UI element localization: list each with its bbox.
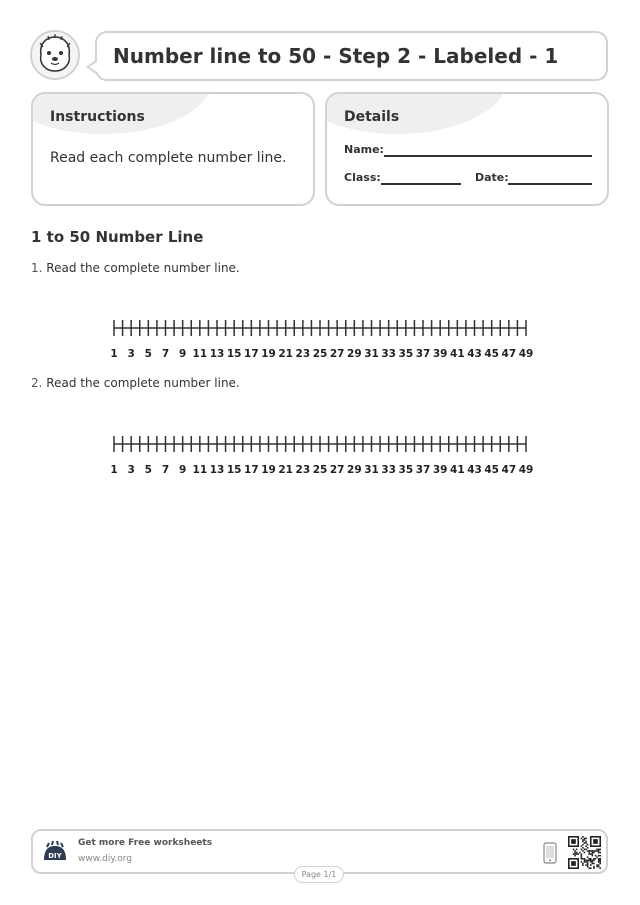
diy-logo-icon[interactable] <box>42 840 68 866</box>
question-2 <box>31 376 240 390</box>
class-label: Class: <box>344 171 381 184</box>
tick-label: 37 <box>415 464 431 476</box>
tick-label: 15 <box>226 348 242 360</box>
details-card <box>325 92 609 206</box>
tick-label: 35 <box>398 464 414 476</box>
tick-label: 3 <box>127 464 135 476</box>
diy-logo-text: DIY <box>48 852 62 860</box>
tick-label: 11 <box>192 348 208 360</box>
tick-label: 1 <box>110 348 118 360</box>
number-line-1 <box>0 312 640 372</box>
details-heading: Details <box>344 109 400 125</box>
tick-label: 5 <box>144 464 152 476</box>
mascot-avatar <box>29 29 81 81</box>
date-label: Date: <box>475 171 509 184</box>
tick-label: 29 <box>347 348 362 360</box>
phone-icon <box>542 841 558 865</box>
section-heading: 1 to 50 Number Line <box>31 228 204 246</box>
tick-label: 43 <box>467 464 482 476</box>
tick-label: 41 <box>450 348 465 360</box>
title-box <box>95 31 608 81</box>
tick-label: 17 <box>244 348 259 360</box>
tick-label: 9 <box>179 464 187 476</box>
tick-label: 19 <box>261 464 276 476</box>
tick-label: 43 <box>467 348 482 360</box>
tick-label: 9 <box>179 348 187 360</box>
question-1 <box>31 261 240 275</box>
instructions-heading: Instructions <box>50 109 145 125</box>
tick-label: 49 <box>518 464 534 476</box>
tick-label: 31 <box>364 348 379 360</box>
tick-label: 33 <box>381 464 396 476</box>
tick-label: 13 <box>209 464 225 476</box>
qr-code-icon[interactable] <box>568 836 601 869</box>
question-number: 2. <box>31 376 43 390</box>
tick-label: 7 <box>161 348 170 360</box>
tick-label: 13 <box>209 348 225 360</box>
tick-label: 5 <box>144 348 152 360</box>
tick-label: 41 <box>450 464 465 476</box>
tick-label: 17 <box>244 464 259 476</box>
tick-label: 33 <box>381 348 396 360</box>
class-field[interactable] <box>381 183 461 185</box>
tick-label: 27 <box>329 348 345 360</box>
tick-label: 27 <box>329 464 345 476</box>
tick-label: 23 <box>295 464 311 476</box>
tick-label: 31 <box>364 464 379 476</box>
question-number: 1. <box>31 261 43 275</box>
tick-label: 39 <box>432 464 448 476</box>
tick-label: 11 <box>192 464 208 476</box>
tick-label: 37 <box>415 348 431 360</box>
tick-label: 19 <box>261 348 276 360</box>
tick-label: 7 <box>161 464 170 476</box>
tick-label: 1 <box>110 464 118 476</box>
tick-label: 21 <box>278 348 293 360</box>
footer-title: Get more Free worksheets <box>78 838 213 848</box>
name-field[interactable] <box>384 155 592 157</box>
page-indicator: Page 1/1 <box>294 866 344 883</box>
page-title: Number line to 50 - Step 2 - Labeled - 1 <box>113 44 559 68</box>
instructions-card <box>31 92 315 206</box>
tick-label: 39 <box>432 348 448 360</box>
number-line-2 <box>0 428 640 488</box>
tick-label: 15 <box>226 464 242 476</box>
footer-url[interactable]: www.diy.org <box>78 854 132 864</box>
question-text: Read the complete number line. <box>46 261 240 275</box>
instructions-text: Read each complete number line. <box>50 150 287 166</box>
tick-label: 45 <box>484 464 499 476</box>
tick-label: 47 <box>501 464 517 476</box>
tick-label: 25 <box>312 464 328 476</box>
tick-label: 25 <box>312 348 328 360</box>
tick-label: 45 <box>484 348 499 360</box>
tick-label: 21 <box>278 464 293 476</box>
tick-label: 35 <box>398 348 414 360</box>
tick-label: 23 <box>295 348 311 360</box>
name-label: Name: <box>344 143 384 156</box>
date-field[interactable] <box>508 183 592 185</box>
tick-label: 49 <box>518 348 534 360</box>
tick-label: 3 <box>127 348 135 360</box>
tick-label: 29 <box>347 464 362 476</box>
title-bubble-tail-inner <box>89 62 97 72</box>
question-text: Read the complete number line. <box>46 376 240 390</box>
tick-label: 47 <box>501 348 517 360</box>
